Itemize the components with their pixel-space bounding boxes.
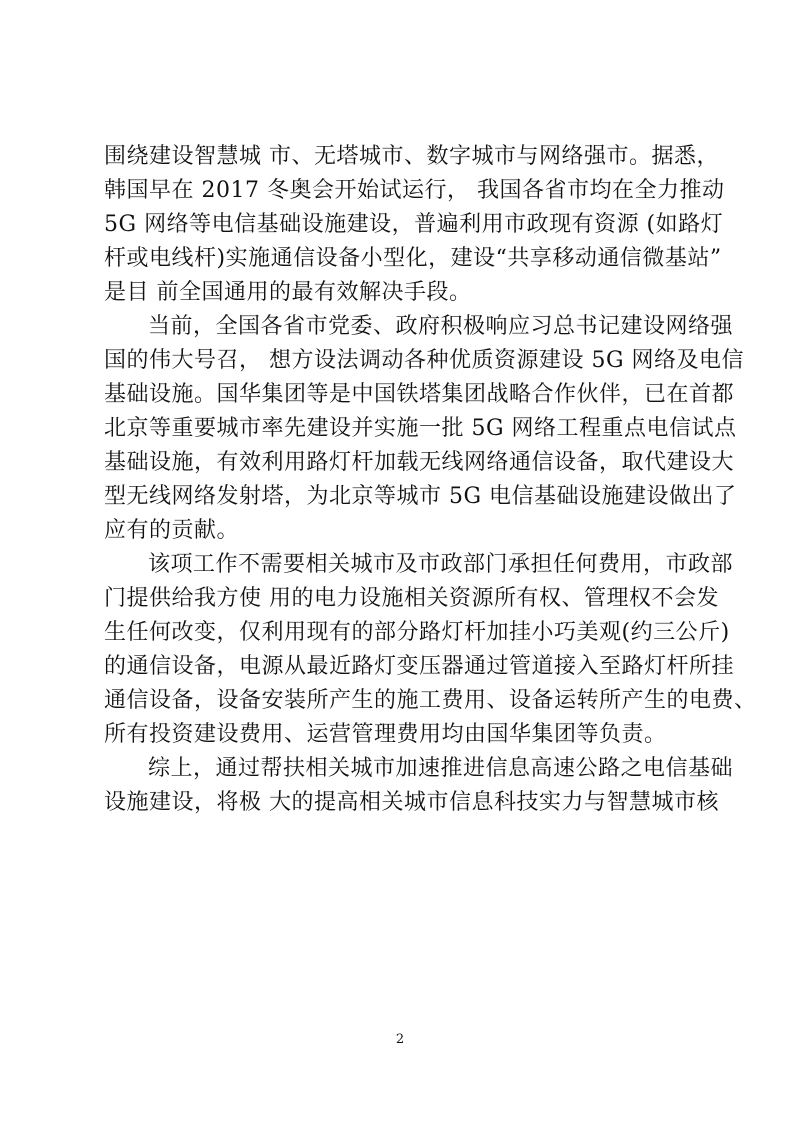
paragraph-4 <box>104 752 734 820</box>
text-line: 该项工作不需要相关城市及市政部门承担任何费用，市政部 <box>148 552 734 577</box>
text-line: 综上，通过帮扶相关城市加速推进信息高速公路之电信基础 <box>148 756 734 781</box>
text-line: 通信设备，设备安装所产生的施工费用、设备运转所产生的电费、 <box>104 688 757 713</box>
paragraph-3 <box>104 548 757 752</box>
paragraph-1 <box>104 140 725 310</box>
page-number: 2 <box>395 1032 405 1047</box>
text-line: 围绕建设智慧城 市、无塔城市、数字城市与网络强市。据悉， <box>104 144 719 169</box>
text-line: 杆或电线杆)实施通信设备小型化，建设“共享移动通信微基站” <box>104 246 722 271</box>
text-line: 基础设施。国华集团等是中国铁塔集团战略合作伙伴，已在首都 <box>104 382 735 407</box>
text-line: 门提供给我方使 用的电力设施相关资源所有权、管理权不会发 <box>104 586 719 611</box>
text-line: 型无线网络发射塔，为北京等城市 5G 电信基础设施建设做出了 <box>104 484 737 509</box>
text-line: 生任何改变，仅利用现有的部分路灯杆加挂小巧美观(约三公斤) <box>104 620 730 645</box>
text-line: 基础设施，有效利用路灯杆加载无线网络通信设备，取代建设大 <box>104 450 735 475</box>
text-line: 5G 网络等电信基础设施建设，普遍利用市政现有资源 (如路灯 <box>104 212 724 237</box>
paragraph-2 <box>104 310 745 548</box>
text-line: 北京等重要城市率先建设并实施一批 5G 网络工程重点电信试点 <box>104 416 737 441</box>
text-line: 当前，全国各省市党委、政府积极响应习总书记建设网络强 <box>148 314 734 339</box>
text-line: 的通信设备，电源从最近路灯变压器通过管道接入至路灯杆所挂 <box>104 654 735 679</box>
text-line: 设施建设，将极 大的提高相关城市信息科技实力与智慧城市核 <box>104 790 719 815</box>
text-line: 是目 前全国通用的最有效解决手段。 <box>104 280 472 305</box>
text-line: 国的伟大号召， 想方设法调动各种优质资源建设 5G 网络及电信 <box>104 348 745 373</box>
text-line: 应有的贡献。 <box>104 518 240 543</box>
document-body <box>104 140 757 820</box>
text-line: 所有投资建设费用、运营管理费用均由国华集团等负责。 <box>104 722 667 747</box>
text-line: 韩国早在 2017 冬奥会开始试运行， 我国各省市均在全力推动 <box>104 178 725 203</box>
